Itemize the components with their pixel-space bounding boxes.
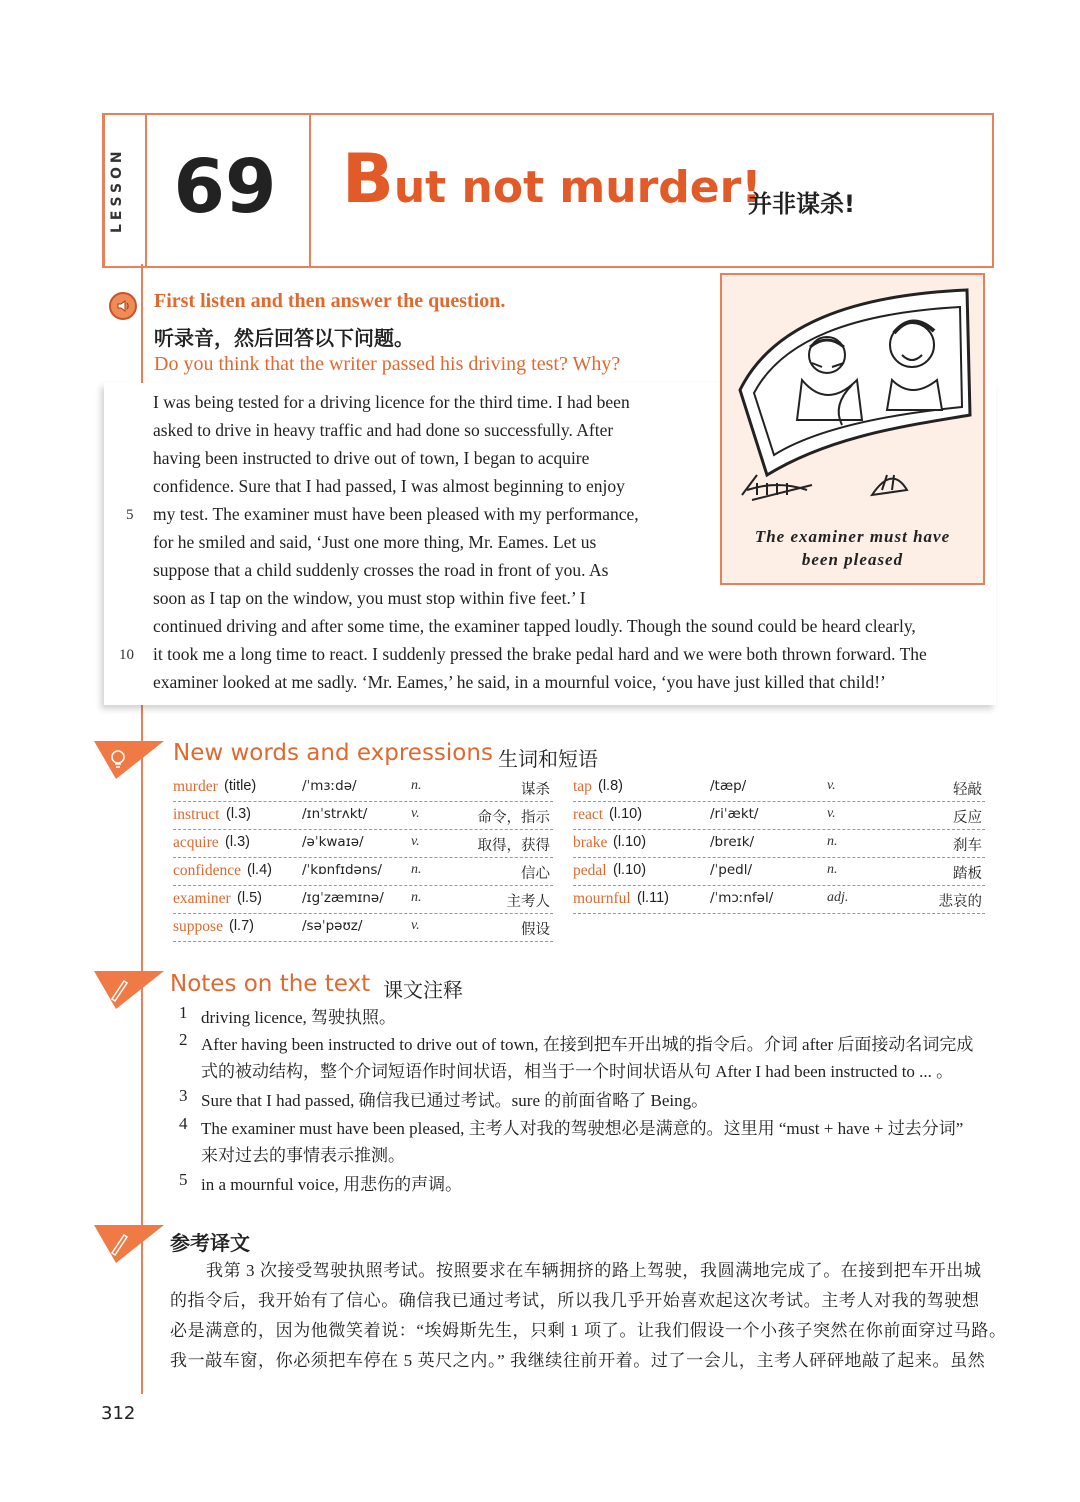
vocab-word: tap xyxy=(573,778,592,795)
vocab-ipa: /riˈækt/ xyxy=(710,806,759,822)
vocab-line-ref: (l.3) xyxy=(225,834,250,850)
vocab-word: acquire xyxy=(173,834,219,851)
passage-line: I was being tested for a driving licence for the third time. I had been xyxy=(153,392,630,412)
vocab-pos: n. xyxy=(411,778,422,793)
car-drawing-icon xyxy=(732,285,977,520)
vocab-pos: n. xyxy=(827,834,838,849)
vocab-pos: v. xyxy=(411,918,420,933)
title-rest: ut not murder! xyxy=(393,162,762,213)
vocab-meaning: 反应 xyxy=(953,810,982,826)
vocab-meaning: 悲哀的 xyxy=(938,894,982,910)
notes-title: Notes on the text xyxy=(170,971,371,997)
passage-line: continued driving and after some time, the examiner tapped loudly. Though the sound could be heard clearly, xyxy=(153,616,916,636)
vocab-ipa: /ˈpedl/ xyxy=(710,862,753,878)
lesson-number: 69 xyxy=(173,144,277,230)
listen-instruction-cn: 听录音，然后回答以下问题。 xyxy=(154,328,414,350)
vocab-row xyxy=(573,830,985,858)
note-text: driving licence, 驾驶执照。 xyxy=(201,1008,396,1027)
note-text: The examiner must have been pleased, 主考人对我的驾驶想必是满意的。这里用 “must + have + 过去分词” xyxy=(201,1119,964,1138)
header-divider xyxy=(309,115,311,266)
vocab-ipa: /breɪk/ xyxy=(710,834,755,850)
pen-icon xyxy=(94,967,164,1013)
vocab-meaning: 取得，获得 xyxy=(477,838,550,854)
passage-line: it took me a long time to react. I suddenly pressed the brake pedal hard and we were both thrown forward. The xyxy=(153,644,927,664)
vocab-row xyxy=(173,830,553,858)
note-text: Sure that I had passed, 确信我已通过考试。sure 的前面省略了 Being。 xyxy=(201,1091,709,1110)
translation-line: 我第 3 次接受驾驶执照考试。按照要求在车辆拥挤的路上驾驶，我圆满地完成了。在接到把车开出城 xyxy=(206,1261,982,1280)
vocab-meaning: 信心 xyxy=(521,866,550,882)
vocab-pos: v. xyxy=(827,778,836,793)
passage-line: confidence. Sure that I had passed, I was almost beginning to enjoy xyxy=(153,476,625,496)
question: Do you think that the writer passed his driving test? Why? xyxy=(154,353,621,375)
header-divider xyxy=(145,115,147,266)
vocab-meaning: 假设 xyxy=(521,922,550,938)
lesson-title-cn: 并非谋杀! xyxy=(748,190,855,218)
passage-line: my test. The examiner must have been pleased with my performance, xyxy=(153,504,639,524)
vocab-title-cn: 生词和短语 xyxy=(498,747,598,771)
lightbulb-icon xyxy=(94,737,164,783)
vocab-word: examiner xyxy=(173,890,231,907)
vocab-line-ref: (title) xyxy=(224,778,257,794)
passage-line: for he smiled and said, ‘Just one more thing, Mr. Eames. Let us xyxy=(153,532,597,552)
vocab-meaning: 谋杀 xyxy=(521,782,550,798)
pen-icon xyxy=(94,1221,164,1267)
passage-line: examiner looked at me sadly. ‘Mr. Eames,’ he said, in a mournful voice, ‘you have just killed that child!’ xyxy=(153,672,886,692)
note-text: 来对过去的事情表示推测。 xyxy=(201,1146,405,1165)
line-number: 10 xyxy=(119,647,134,663)
vocab-word: instruct xyxy=(173,806,220,823)
vocab-word: react xyxy=(573,806,604,823)
vocab-row xyxy=(173,774,553,802)
passage-line: having been instructed to drive out of town, I began to acquire xyxy=(153,448,590,468)
vocab-pos: n. xyxy=(827,862,838,877)
vocab-word: suppose xyxy=(173,918,223,935)
vocab-pos: n. xyxy=(411,890,422,905)
title-initial: B xyxy=(342,140,394,219)
illustration xyxy=(720,273,985,585)
vocab-line-ref: (l.4) xyxy=(247,862,272,878)
passage-line: asked to drive in heavy traffic and had done so successfully. After xyxy=(153,420,614,440)
note-text: 式的被动结构，整个介词短语作时间状语，相当于一个时间状语从句 After I had been instructed to ... 。 xyxy=(201,1062,954,1081)
vocab-ipa: /əˈkwaɪə/ xyxy=(302,834,364,850)
vocab-row xyxy=(173,886,553,914)
vocab-pos: v. xyxy=(827,806,836,821)
lesson-label: LESSON xyxy=(109,147,125,233)
vocab-word: mournful xyxy=(573,890,631,907)
vocab-pos: adj. xyxy=(827,890,849,905)
vocab-line-ref: (l.10) xyxy=(609,806,643,822)
vocab-ipa: /səˈpəʊz/ xyxy=(302,918,363,934)
illustration-caption xyxy=(722,525,983,571)
translation-line: 我一敲车窗，你必须把车停在 5 英尺之内。” 我继续往前开着。过了一会儿，主考人砰砰地敲了起来。虽然 xyxy=(170,1351,986,1370)
vocab-line-ref: (l.5) xyxy=(237,890,262,906)
vocab-line-ref: (l.11) xyxy=(637,890,669,906)
caption-line: The examiner must have xyxy=(754,527,951,546)
vocab-meaning: 踏板 xyxy=(953,866,982,882)
vocab-meaning: 主考人 xyxy=(506,894,550,910)
vocab-pos: n. xyxy=(411,862,422,877)
vocab-meaning: 轻敲 xyxy=(953,782,982,798)
vocab-line-ref: (l.3) xyxy=(226,806,251,822)
note-number: 4 xyxy=(179,1114,188,1133)
vocab-ipa: /ˈmɜːdə/ xyxy=(302,778,357,794)
vocab-row xyxy=(173,914,553,942)
passage-line: suppose that a child suddenly crosses the road in front of you. As xyxy=(153,560,609,580)
vocab-row xyxy=(573,886,985,914)
vocab-ipa: /ˈkɒnfɪdəns/ xyxy=(302,862,382,878)
note-number: 2 xyxy=(179,1030,188,1049)
note-text: in a mournful voice, 用悲伤的声调。 xyxy=(201,1175,463,1194)
notes-title-cn: 课文注释 xyxy=(383,978,463,1002)
lesson-title xyxy=(342,140,761,228)
caption-line: been pleased xyxy=(801,550,904,569)
vocab-row xyxy=(173,802,553,830)
listen-instruction-en: First listen and then answer the question. xyxy=(154,290,506,312)
line-number: 5 xyxy=(126,507,134,523)
vocab-ipa: /ˈmɔːnfəl/ xyxy=(710,890,774,906)
vocab-row xyxy=(573,774,985,802)
translation-line: 的指令后，我开始有了信心。确信我已通过考试，所以我几乎开始喜欢起这次考试。主考人对我的驾驶想 xyxy=(170,1291,980,1310)
vocab-word: brake xyxy=(573,834,608,851)
note-number: 5 xyxy=(179,1170,188,1189)
vocab-ipa: /tæp/ xyxy=(710,778,747,794)
page-number: 312 xyxy=(101,1403,136,1424)
vocab-word: confidence xyxy=(173,862,241,879)
vocab-line-ref: (l.7) xyxy=(229,918,254,934)
vocab-ipa: /ɪnˈstrʌkt/ xyxy=(302,806,368,822)
vocab-meaning: 刹车 xyxy=(953,838,982,854)
translation-line: 必是满意的，因为他微笑着说：“埃姆斯先生，只剩 1 项了。让我们假设一个小孩子突然在你前面穿过马路。 xyxy=(170,1321,1007,1340)
vocab-line-ref: (l.10) xyxy=(613,862,647,878)
note-text: After having been instructed to drive out of town, 在接到把车开出城的指令后。介词 after 后面接动名词完成 xyxy=(201,1035,974,1054)
vocab-ipa: /ɪgˈzæmɪnə/ xyxy=(302,890,384,906)
translation-title: 参考译文 xyxy=(170,1231,250,1255)
note-number: 1 xyxy=(179,1003,188,1022)
vocab-word: murder xyxy=(173,778,218,795)
note-number: 3 xyxy=(179,1086,188,1105)
vocab-line-ref: (l.10) xyxy=(613,834,647,850)
vocab-pos: v. xyxy=(411,834,420,849)
vocab-meaning: 命令，指示 xyxy=(477,810,550,826)
vocab-pos: v. xyxy=(411,806,420,821)
vocab-row xyxy=(573,802,985,830)
vocab-word: pedal xyxy=(573,862,607,879)
vocab-title: New words and expressions xyxy=(173,740,493,766)
passage-line: soon as I tap on the window, you must stop within five feet.’ I xyxy=(153,588,586,608)
speaker-icon xyxy=(109,292,137,320)
vocab-row xyxy=(573,858,985,886)
vocab-row xyxy=(173,858,553,886)
vocab-line-ref: (l.8) xyxy=(598,778,623,794)
